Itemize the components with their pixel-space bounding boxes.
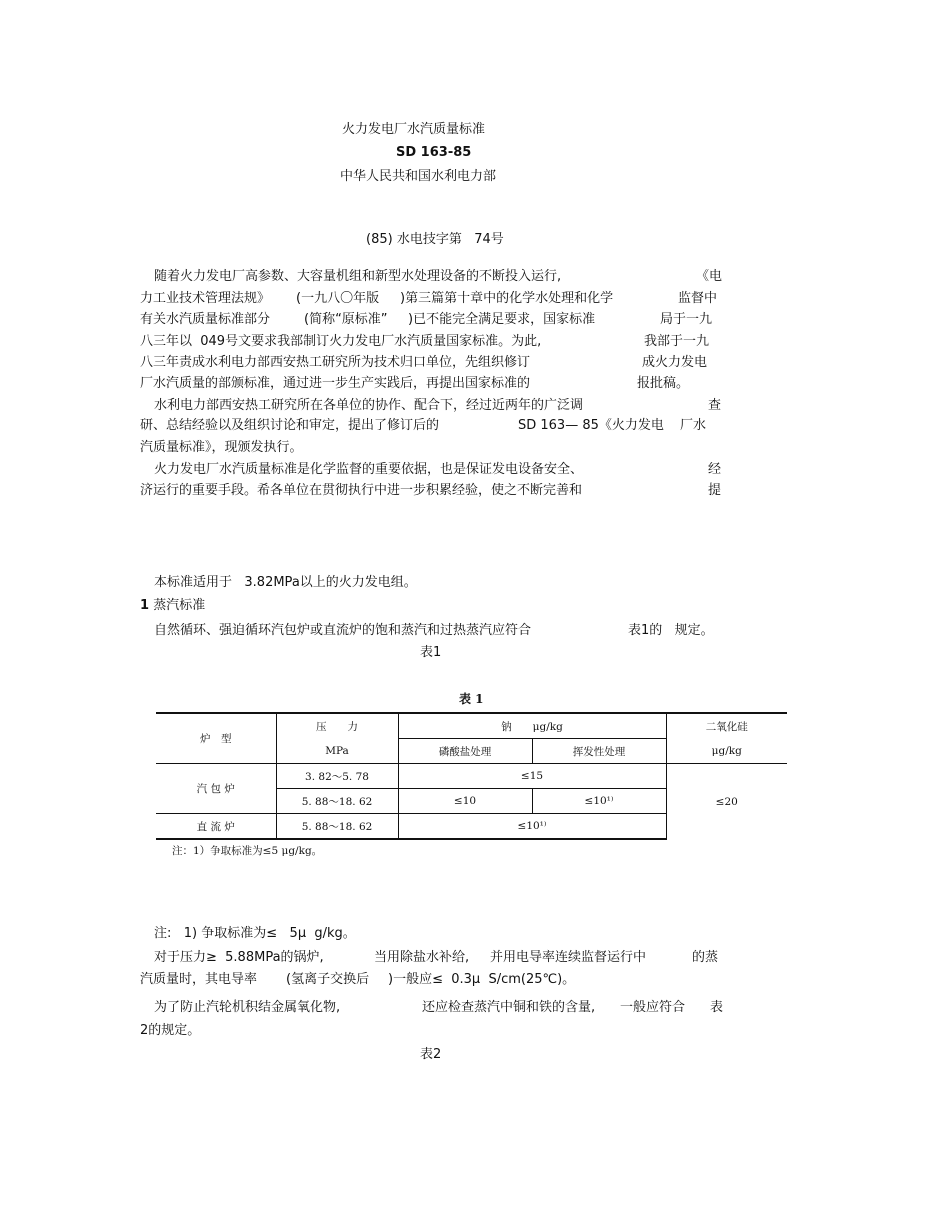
- preface-line: [140, 372, 720, 391]
- table1-caption: 表1: [420, 645, 442, 660]
- header-pressure: 压 力: [276, 713, 398, 739]
- header-phosphate: 磷酸盐处理: [398, 739, 532, 764]
- header-silica: 二氧化硅: [666, 713, 787, 739]
- text-run: SD 163— 85《火力发电: [518, 418, 664, 433]
- text-run: 查: [708, 398, 722, 413]
- section-title: 蒸汽标准: [153, 598, 206, 613]
- cell-pressure: 5. 88～18. 62: [276, 789, 398, 814]
- text-run: 自然循环、强迫循环汽包炉或直流炉的饱和蒸汽和过热蒸汽应符合: [154, 623, 532, 638]
- text-run: )第三篇第十章中的化学水处理和化学: [400, 291, 614, 306]
- preface-line: [140, 287, 720, 306]
- table1-title: 表 1: [459, 692, 484, 706]
- text-run: 力工业技术管理法规》: [140, 291, 271, 306]
- row-drum-furnace: 汽 包 炉: [156, 764, 276, 814]
- cell-sodium: ≤15: [398, 764, 666, 789]
- row-once-through-furnace: 直 流 炉: [156, 814, 276, 840]
- preface-line: [140, 265, 723, 284]
- issuer: 中华人民共和国水利电力部: [340, 169, 497, 184]
- text-run: 2的规定。: [140, 1023, 201, 1038]
- text-run: 表: [710, 1000, 724, 1015]
- text-run: 有关水汽质量标准部分: [140, 312, 271, 327]
- cell-sodium-volatile: ≤10¹⁾: [532, 789, 666, 814]
- preface-line: [140, 414, 720, 433]
- document-title: 火力发电厂水汽质量标准: [342, 122, 486, 137]
- document-number: (85) 水电技字第 74号: [366, 232, 504, 247]
- text-run: 提: [708, 483, 722, 498]
- text-run: 八三年以 049号文要求我部制订火力发电厂水汽质量国家标准。为此,: [140, 334, 542, 349]
- text-run: 研、总结经验以及组织讨论和审定，提出了修订后的: [140, 418, 440, 433]
- preface-line: [140, 330, 720, 349]
- text-run: 表1的 规定。: [628, 623, 714, 638]
- note: 注: 1) 争取标准为≤ 5μ g/kg。: [154, 926, 356, 941]
- text-run: 一般应符合: [620, 1000, 686, 1015]
- table2-caption: 表2: [420, 1047, 442, 1062]
- text-run: 厂水汽质量的部颁标准，通过进一步生产实践后，再提出国家标准的: [140, 376, 531, 391]
- section-heading: [140, 594, 205, 613]
- text-run: 局于一九: [660, 312, 713, 327]
- text-run: )已不能完全满足要求，国家标准: [408, 312, 596, 327]
- cell-sodium-phosphate: ≤10: [398, 789, 532, 814]
- text-run: (一九八〇年版: [296, 291, 380, 306]
- text-run: 汽质量标准》，现颁发执行。: [140, 440, 303, 455]
- cell-pressure: 5. 88～18. 62: [276, 814, 398, 840]
- text-run: 水利电力部西安热工研究所在各单位的协作、配合下，经过近两年的广泛调: [154, 398, 584, 413]
- text-run: 监督中: [678, 291, 718, 306]
- paragraph-line: [140, 968, 720, 987]
- section-number: 1: [140, 598, 150, 613]
- paragraph-line: [140, 946, 720, 965]
- table1: [156, 712, 787, 840]
- text-run: 《电: [696, 269, 723, 284]
- preface-line: [140, 458, 720, 477]
- text-run: 为了防止汽轮机积结金属氧化物,: [154, 1000, 341, 1015]
- text-run: 成火力发电: [642, 355, 708, 370]
- paragraph-line: [140, 996, 724, 1015]
- section-text: [140, 619, 720, 638]
- text-run: 厂水: [680, 418, 707, 433]
- header-pressure-unit: MPa: [276, 739, 398, 764]
- text-run: 当用除盐水补给,: [374, 950, 470, 965]
- standard-code: SD 163-85: [396, 145, 472, 160]
- preface-line: [140, 436, 720, 455]
- text-run: 我部于一九: [644, 334, 710, 349]
- text-run: 报批稿。: [637, 376, 690, 391]
- text-run: )一般应≤ 0.3μ S/cm(25℃)。: [388, 972, 576, 987]
- preface-line: [140, 308, 720, 327]
- cell-silica: ≤20: [666, 764, 787, 840]
- text-run: (氢离子交换后: [286, 972, 370, 987]
- text-run: 八三年责成水利电力部西安热工研究所为技术归口单位，先组织修订: [140, 355, 531, 370]
- preface-line: [140, 394, 720, 413]
- scope-statement: 本标准适用于 3.82MPa以上的火力发电组。: [154, 575, 417, 590]
- text-run: 汽质量时，其电导率: [140, 972, 258, 987]
- table1-footnote: 注：1）争取标准为≤5 μg/kg。: [172, 845, 323, 857]
- text-run: (简称“原标准”: [304, 312, 388, 327]
- text-run: 随着火力发电厂高参数、大容量机组和新型水处理设备的不断投入运行,: [154, 269, 562, 284]
- text-run: 济运行的重要手段。希各单位在贯彻执行中进一步积累经验，使之不断完善和: [140, 483, 583, 498]
- text-run: 还应检查蒸汽中铜和铁的含量,: [422, 1000, 596, 1015]
- cell-pressure: 3. 82～5. 78: [276, 764, 398, 789]
- preface-line: [140, 479, 720, 498]
- preface-line: [140, 351, 720, 370]
- header-sodium: 钠 μg/kg: [398, 713, 666, 739]
- header-furnace-type: 炉 型: [156, 713, 276, 764]
- text-run: 的蒸: [692, 950, 719, 965]
- text-run: 经: [708, 462, 722, 477]
- text-run: 火力发电厂水汽质量标准是化学监督的重要依据，也是保证发电设备安全、: [154, 462, 584, 477]
- header-volatile: 挥发性处理: [532, 739, 666, 764]
- text-run: 对于压力≥ 5.88MPa的锅炉,: [154, 950, 324, 965]
- paragraph-line: [140, 1019, 720, 1038]
- header-silica-unit: μg/kg: [666, 739, 787, 764]
- text-run: 并用电导率连续监督运行中: [490, 950, 647, 965]
- cell-sodium: ≤10¹⁾: [398, 814, 666, 840]
